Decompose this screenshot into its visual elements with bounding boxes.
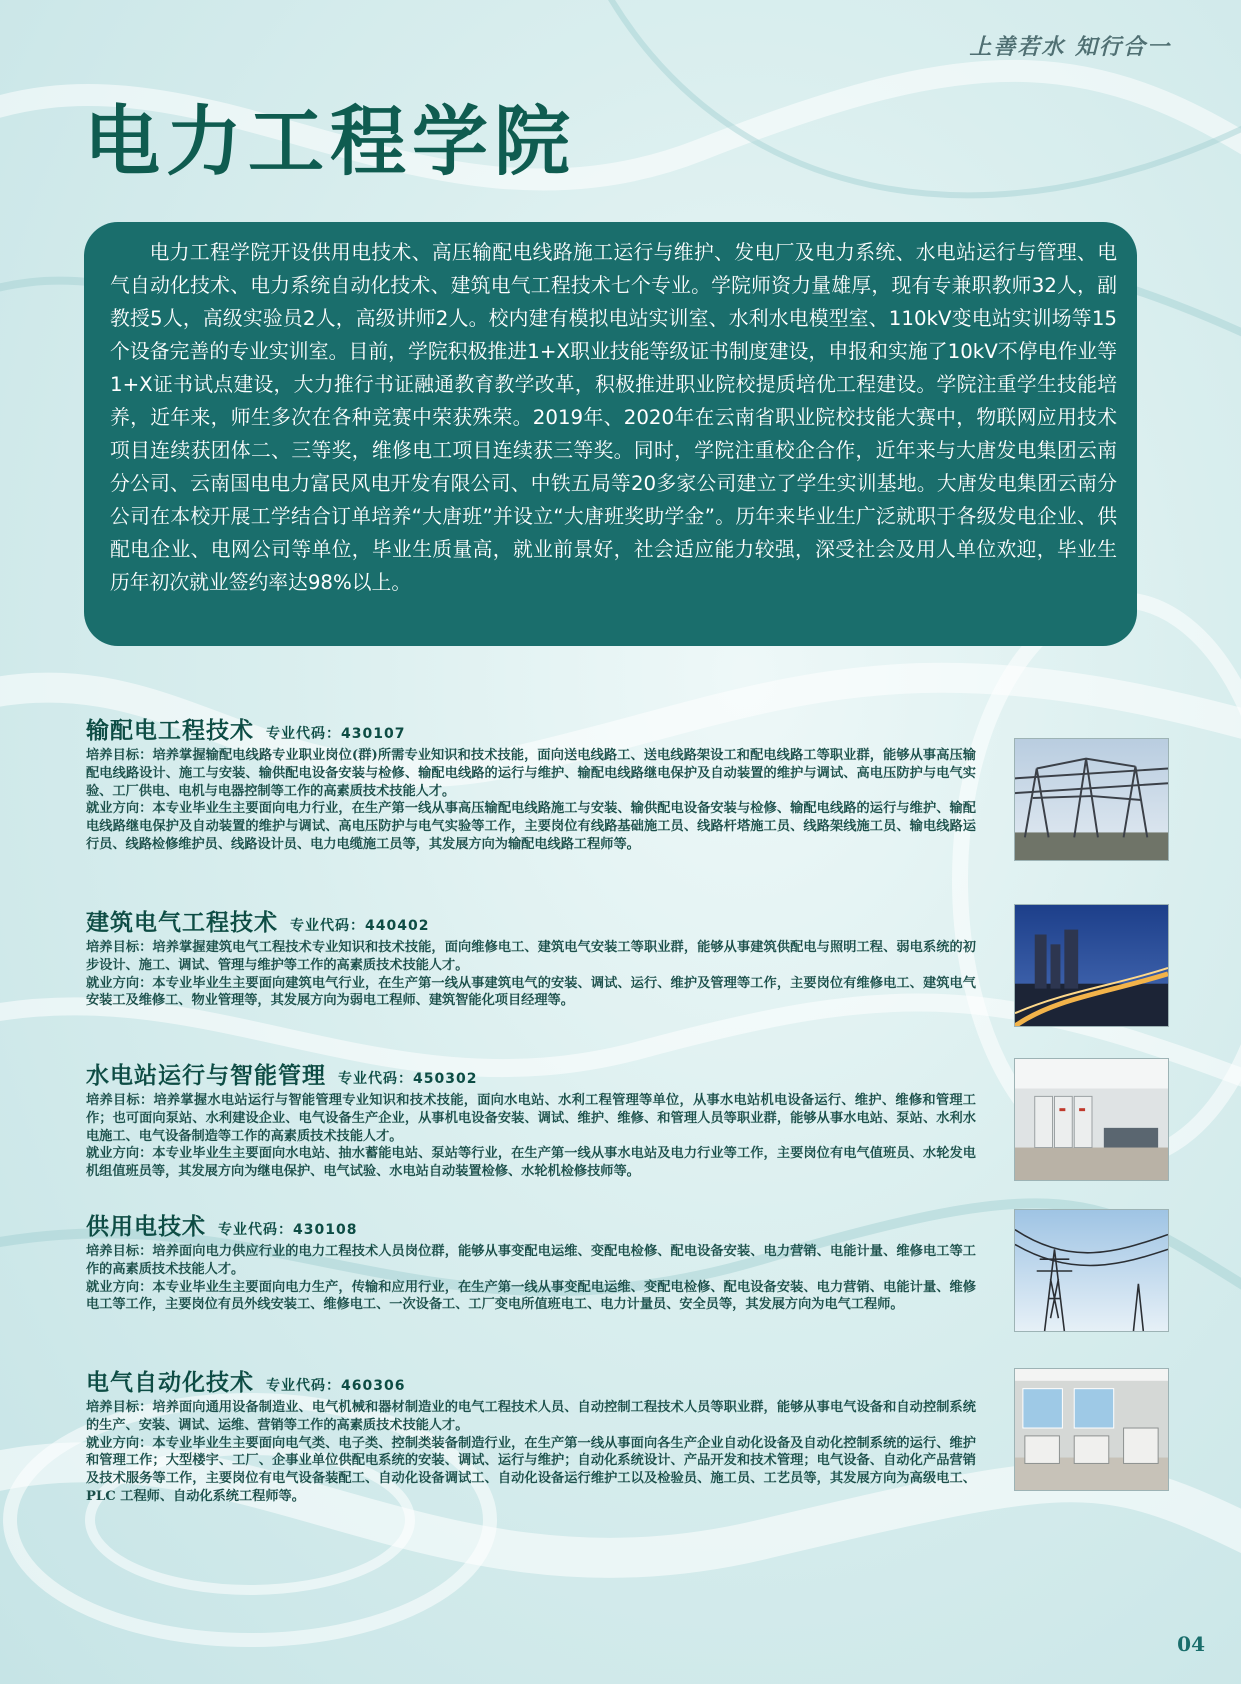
major-section [86, 1364, 1176, 1506]
major-code: 专业代码：460306 [266, 1378, 406, 1394]
major-career: 就业方向：本专业毕业生主要面向电气类、电子类、控制类装备制造行业，在生产第一线从事面向各生产企业自动化设备及自动化控制系统的运行、维护和管理工作；大型楼宇、工厂、企事业单位供配电系统的安装、调试、运行与维护；自动化系统设计、产品开发和技术管理；电气设备、自动化产品营销及技术服务等工作，主要岗位有电气设备装配工、自动化设备调试工、自动化设备运行维护工以及检验员、施工员、工艺员等，其发展方向为高级电工、PLC 工程师、自动化系统工程师等。 [86, 1435, 976, 1504]
major-career: 就业方向：本专业毕业生主要面向建筑电气行业，在生产第一线从事建筑电气的安装、调试、运行、维护及管理等工作，主要岗位有维修电工、建筑电气安装工及维修工、物业管理等，其发展方向为弱电工程师、建筑智能化项目经理等。 [86, 975, 976, 1009]
major-name: 电气自动化技术 [86, 1370, 254, 1396]
school-motto: 上善若水 知行合一 [969, 34, 1171, 60]
major-code: 专业代码：430108 [218, 1222, 358, 1238]
city-night-photo [1014, 904, 1169, 1027]
major-career: 就业方向：本专业毕业生主要面向电力生产，传输和应用行业，在生产第一线从事变配电运维、变配电检修、配电设备安装、电力营销、电能计量、维修电工等工作，主要岗位有员外线安装工、维修电工、一次设备工、工厂变电所值班电工、电力计量员、安全员等，其发展方向为电气工程师。 [86, 1279, 976, 1313]
page-number: 04 [1177, 1632, 1205, 1656]
major-goal: 培养目标：培养掌握水电站运行与智能管理专业知识和技术技能，面向水电站、水利工程管理等单位，从事水电站机电设备运行、维护、维修和管理工作；也可面向泵站、水利建设企业、电气设备生产企业，从事机电设备安装、调试、维护、维修、和管理人员等职业群，能够从事水电站、泵站、水利水电施工、电气设备制造等工作的高素质技术技能人才。 [86, 1093, 976, 1144]
major-goal: 培养目标：培养掌握输配电线路专业职业岗位(群)所需专业知识和技术技能，面向送电线路工、送电线路架设工和配电线路工等职业群，能够从事高压输配电线路设计、施工与安装、输供配电设备安装与检修、输配电线路的运行与维护、输配电线路继电保护及自动装置的维护与调试、高电压防护与电气实验、工厂供电、电机与电器控制等工作的高素质技术技能人才。 [86, 748, 976, 799]
transmission-tower-photo [1014, 1209, 1169, 1332]
major-code: 专业代码：450302 [338, 1071, 478, 1087]
major-name: 供用电技术 [86, 1214, 206, 1240]
major-goal: 培养目标：培养掌握建筑电气工程技术专业知识和技术技能，面向维修电工、建筑电气安装工等职业群，能够从事建筑供配电与照明工程、弱电系统的初步设计、施工、调试、管理与维护等工作的高素质技术技能人才。 [86, 940, 976, 973]
page-title: 电力工程学院 [84, 97, 576, 186]
major-name: 水电站运行与智能管理 [86, 1063, 326, 1089]
major-goal: 培养目标：培养面向电力供应行业的电力工程技术人员岗位群，能够从事变配电运维、变配电检修、配电设备安装、电力营销、电能计量、维修电工等工作的高素质技术技能人才。 [86, 1244, 976, 1277]
intro-panel [84, 222, 1137, 646]
major-code: 专业代码：440402 [290, 918, 430, 934]
major-career: 就业方向：本专业毕业生主要面向水电站、抽水蓄能电站、泵站等行业，在生产第一线从事水电站及电力行业等工作，主要岗位有电气值班员、水轮发电机组值班员等，其发展方向为继电保护、电气试验、水电站自动装置检修、水轮机检修技师等。 [86, 1146, 976, 1180]
major-name: 建筑电气工程技术 [86, 910, 278, 936]
major-name: 输配电工程技术 [86, 718, 254, 744]
major-section [86, 712, 1176, 854]
lab-photo [1014, 1368, 1169, 1491]
major-career: 就业方向：本专业毕业生主要面向电力行业，在生产第一线从事高压输配电线路施工与安装、输供配电设备安装与检修、输配电线路的运行与维护、输配电线路继电保护及自动装置的维护与调试、高电压防护与电气实验等工作，主要岗位有线路基础施工员、线路杆塔施工员、线路架线施工员、输电线路运行员、线路检修维护员、线路设计员、电力电缆施工员等，其发展方向为输配电线路工程师等。 [86, 801, 976, 852]
major-goal: 培养目标：培养面向通用设备制造业、电气机械和器材制造业的电气工程技术人员、自动控制工程技术人员等职业群，能够从事电气设备和自动控制系统的生产、安装、调试、运维、营销等工作的高素质技术技能人才。 [86, 1400, 976, 1433]
major-section [86, 1208, 1176, 1314]
major-section [86, 1057, 1176, 1181]
substation-photo [1014, 738, 1169, 861]
intro-text: 电力工程学院开设供用电技术、高压输配电线路施工运行与维护、发电厂及电力系统、水电站运行与管理、电气自动化技术、电力系统自动化技术、建筑电气工程技术七个专业。学院师资力量雄厚，现有专兼职教师32人，副教授5人，高级实验员2人，高级讲师2人。校内建有模拟电站实训室、水利水电模型室、110kV变电站实训场等15个设备完善的专业实训室。目前，学院积极推进1+X职业技能等级证书制度建设，申报和实施了10kV不停电作业等1+X证书试点建设，大力推行书证融通教育教学改革，积极推进职业院校提质培优工程建设。学院注重学生技能培养，近年来，师生多次在各种竞赛中荣获殊荣。2019年、2020年在云南省职业院校技能大赛中，物联网应用技术项目连续获团体二、三等奖，维修电工项目连续获三等奖。同时，学院注重校企合作，近年来与大唐发电集团云南分公司、云南国电电力富民风电开发有限公司、中铁五局等20多家公司建立了学生实训基地。大唐发电集团云南分公司在本校开展工学结合订单培养“大唐班”并设立“大唐班奖助学金”。历年来毕业生广泛就职于各级发电企业、供配电企业、电网公司等单位，毕业生质量高，就业前景好，社会适应能力较强，深受社会及用人单位欢迎，毕业生历年初次就业签约率达98%以上。 [110, 241, 1117, 594]
major-section [86, 904, 1176, 1010]
control-room-photo [1014, 1058, 1169, 1181]
major-code: 专业代码：430107 [266, 726, 406, 742]
